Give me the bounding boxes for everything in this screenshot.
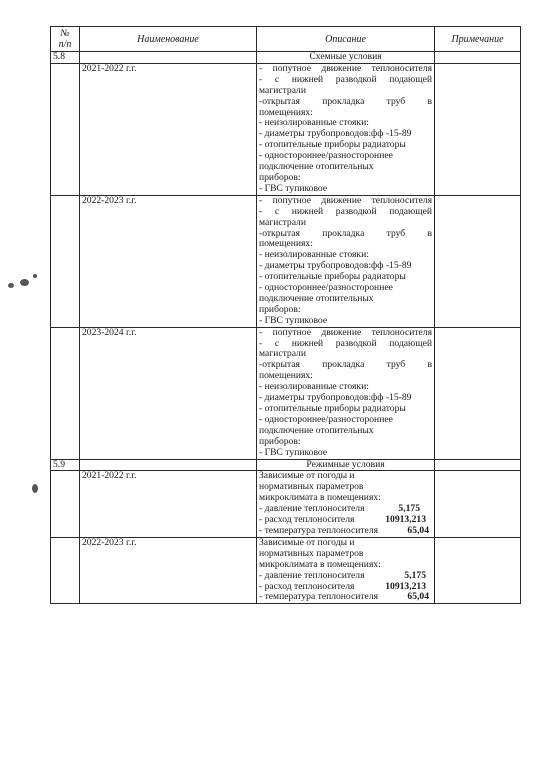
section-number: 5.9 [51,459,80,471]
table-row [51,327,521,459]
param-line: - температура теплоносителя 65,04 [259,591,429,603]
description-cell: - попутное движение теплоносителя - с нижней разводкой подающей магистрали -открытая прокладка труб в помещениях: - неизолированные стояки: - диаметры трубопроводов:фф -15-89 - отопительные приборы радиаторы - одностороннее/разностороннее подключение отопительных приборов: - ГВС тупиковое [257,327,435,459]
table-row [51,537,521,603]
period-cell: 2021-2022 г.г. [80,471,257,537]
table-header-row [51,27,521,52]
param-line: - расход теплоносителя 10913,213 [259,580,426,592]
scan-hole-mark [33,274,37,278]
section-title: Схемные условия [257,52,435,64]
param-line: - температура теплоносителя 65,04 [259,524,429,536]
description-cell: - попутное движение теплоносителя - с нижней разводкой подающей магистрали -открытая прокладка труб в помещениях: - неизолированные стояки: - диаметры трубопроводов:фф -15-89 - отопительные приборы радиаторы - одностороннее/разностороннее подключение отопительных приборов: - ГВС тупиковое [257,195,435,327]
section-number: 5.8 [51,52,80,64]
note-cell [435,327,521,459]
period-cell: 2022-2023 г.г. [80,195,257,327]
table-row [51,195,521,327]
scan-hole-mark [32,484,38,493]
header-description: Описание [257,27,435,52]
period-cell: 2023-2024 г.г. [80,327,257,459]
param-line: - давление теплоносителя 5,175 [259,569,426,581]
table-row [51,471,521,537]
section-row-5-8 [51,52,521,64]
section-title: Режимные условия [257,459,435,471]
param-line: - расход теплоносителя 10913,213 [259,514,426,526]
header-name: Наименование [80,27,257,52]
description-cell: - попутное движение теплоносителя - с нижней разводкой подающей магистрали -открытая прокладка труб в помещениях: - неизолированные стояки: - диаметры трубопроводов:фф -15-89 - отопительные приборы радиаторы - одностороннее/разностороннее подключение отопительных приборов: - ГВС тупиковое [257,63,435,195]
param-line: - давление теплоносителя 5,175 [259,503,420,515]
scan-hole-mark [20,279,29,286]
period-cell: 2022-2023 г.г. [80,537,257,603]
description-cell: Зависимые от погоды и нормативных параметров микроклимата в помещениях: - давление теплоносителя 5,175 - расход теплоносителя 10913,213 - температура теплоносителя 65,04 [257,537,435,603]
description-cell: Зависимые от погоды и нормативных параметров микроклимата в помещениях: - давление теплоносителя 5,175 - расход теплоносителя 10913,213 - температура теплоносителя 65,04 [257,471,435,537]
table-row [51,63,521,195]
conditions-table [50,26,521,604]
note-cell [435,195,521,327]
note-cell [435,537,521,603]
header-note: Примечание [435,27,521,52]
note-cell [435,471,521,537]
period-cell: 2021-2022 г.г. [80,63,257,195]
scan-hole-mark [8,283,14,288]
header-number: № п/п [51,27,80,52]
note-cell [435,63,521,195]
section-row-5-9 [51,459,521,471]
